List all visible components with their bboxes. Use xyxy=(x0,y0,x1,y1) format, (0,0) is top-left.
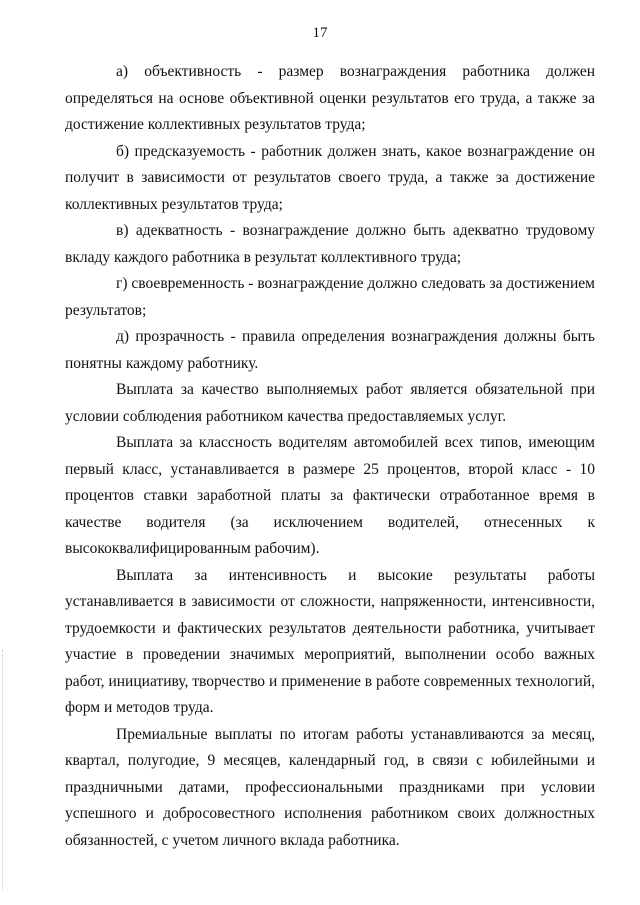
page-number: 17 xyxy=(312,25,328,41)
scan-edge-mark xyxy=(2,650,3,890)
paragraph-bonus-payments: Премиальные выплаты по итогам работы устанавливаются за месяц, квартал, полугодие, 9 месяцев, календарный год, в связи с юбилейными и праздничными датами, профессиональными праздниками при условии успешного и добросовестного исполнения работником своих должностных обязанностей, с учетом личного вклада работника. xyxy=(65,725,595,849)
paragraph-criterion-adequacy: в) адекватность - вознаграждение должно быть адекватно трудовому вкладу каждого работника в результат коллективного труда; xyxy=(65,222,595,266)
paragraph-driver-class-payment: Выплата за классность водителям автомобилей всех типов, имеющим первый класс, устанавливается в размере 25 процентов, второй класс - 10 процентов ставки заработной платы за фактически отработанное время в качестве водителя (за исключением водителей, отнесенных к высококвалифицированным рабочим). xyxy=(65,434,595,557)
paragraph-criterion-timeliness: г) своевременность - вознаграждение должно следовать за достижением результатов; xyxy=(65,275,595,319)
document-body xyxy=(65,59,595,854)
paragraph-criterion-transparency: д) прозрачность - правила определения вознаграждения должны быть понятны каждому работнику. xyxy=(65,328,595,372)
paragraph-intensity-payment: Выплата за интенсивность и высокие результаты работы устанавливается в зависимости от сложности, напряженности, интенсивности, трудоемкости и фактических результатов деятельности работника, учитывает участие в проведении значимых мероприятий, выполнении особо важных работ, инициативу, творчество и применение в работе современных технологий, форм и методов труда. xyxy=(65,566,595,716)
paragraph-criterion-objectivity: а) объективность - размер вознаграждения работника должен определяться на основе объективной оценки результатов его труда, а также за достижение коллективных результатов труда; xyxy=(65,63,595,133)
paragraph-quality-payment: Выплата за качество выполняемых работ является обязательной при условии соблюдения работником качества предоставляемых услуг. xyxy=(65,381,595,425)
paragraph-criterion-predictability: б) предсказуемость - работник должен знать, какое вознаграждение он получит в зависимости от результатов своего труда, а также за достижение коллективных результатов труда; xyxy=(65,142,595,213)
